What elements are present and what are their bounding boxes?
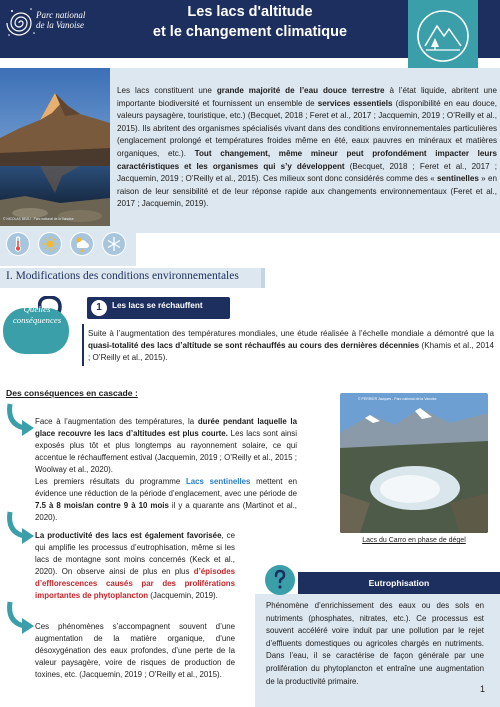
curved-arrow-icon [4, 402, 36, 438]
section-title: I. Modifications des conditions environnementales [6, 270, 239, 282]
cascade-bold: La productivité des lacs est également favorisée [35, 531, 222, 540]
eutro-title: Eutrophisation [368, 578, 430, 588]
question-line1: Quelles [23, 304, 51, 314]
curved-arrow-icon [4, 600, 36, 636]
spiral-logo-icon [4, 3, 38, 43]
question-bubble-label [4, 304, 70, 326]
title-line2: et le changement climatique [152, 24, 348, 40]
park-name [36, 10, 116, 30]
cascade-item-3: Ces phénomènes s’accompagnent souvent d’une augmentation de la matière organique, d’une désoxygénation des eaux profondes, d’une perte de la valeur paysagère, voire de risques de production de toxines, etc. (Jacquemin, 2019 ; O’Reilly et al., 2015). [35, 622, 235, 679]
question-line2: conséquences [12, 315, 62, 325]
intro-bold-part: Tout changement, même mineur peut profondément impacter leurs caractéristiques et les organismes qui s’y développent [117, 148, 497, 171]
sun-icon [38, 232, 62, 256]
cascade-text: mettent en évidence une réduction de la période d’englacement, avec une période de [35, 477, 297, 498]
lake-caption: Lacs du Carro en phase de dégel [362, 537, 466, 544]
curved-arrow-icon [4, 510, 36, 546]
s1-text-part: (Khamis et al., 2014 ; O’Reilly et al., 2015). [88, 341, 494, 363]
cascade-bold: durée pendant laquelle la glace recouvre les lacs d’altitudes est plus courte. [35, 417, 297, 438]
intro-bold-part: grande majorité de l’eau douce terrestre [216, 86, 385, 95]
cascade-text: (Jacquemin, 2019). [148, 591, 218, 600]
question-mark-icon [264, 564, 296, 596]
mountain-lake-photo [0, 68, 110, 226]
cascade-item-2 [35, 530, 235, 602]
cascade-bold: 7.5 à 8 mois/an contre 9 à 10 mois [35, 501, 169, 510]
s1-text-part: Suite à l’augmentation des températures mondiales, une étude réalisée à l’échelle mondiale a démontré que la [88, 329, 494, 338]
s1-text [82, 328, 494, 365]
cascade-text: Les lacs sont ainsi exposés plus tôt et plus longtemps au rayonnement solaire, ce qui accentue le réchauffement estival (Jacquemin, 2019 ; O’Reilly et al., 2015 ; Woolway et al., 2020). [35, 429, 297, 474]
park-name-line1: Parc national [36, 10, 86, 20]
intro-text-part: Les lacs constituent une [117, 86, 217, 95]
intro-bold-part: services essentiels [317, 98, 393, 108]
cascade-text: Les premiers résultats du programme [35, 477, 186, 486]
s1-number-badge: 1 [91, 300, 107, 316]
title-line1: Les lacs d'altitude [187, 4, 313, 20]
s1-title: Les lacs se réchauffent [112, 301, 203, 310]
cascade-heading: Des conséquences en cascade : [6, 388, 138, 398]
intro-text-part: (Becquet, 2018 ; Feret et al., 2017 ; Jacquemin, 2019 ; O’Reilly et al., 2015). Ces milieux sont donc considérés comme des « [117, 161, 497, 184]
eutro-definition: Phénomène d’enrichissement des eaux ou des sols en nutriments (phosphates, nitrates, etc.). Ce processus est souvent accéléré voire induit par une pollution par le rejet d’effluents domestiques ou agricoles chargés en nutriments. Dans l’eau, il se caractérise de façon générale par une prolifération du phytoplancton et entraîne une augmentation de la productivité primaire. [266, 601, 484, 686]
intro-text [117, 85, 497, 211]
storm-cloud-icon [70, 232, 94, 256]
cascade-text: Face à l’augmentation des températures, la [35, 417, 198, 426]
photo-credit: © NICOLAS BEAU - Parc national de la Vanoise [3, 217, 74, 221]
park-name-line2: de la Vanoise [36, 20, 84, 30]
snowflake-icon [102, 232, 126, 256]
page-number: 1 [480, 684, 486, 694]
intro-text-part: à l’état liquide, abritent une importante biodiversité et fournissent un ensemble de [117, 86, 497, 108]
intro-text-part: » en raison de leur sensibilité et de leur réponse rapide aux changements environnementaux (Feret et al., 2017 ; Jacquemin, 2019). [117, 174, 497, 209]
intro-bold-part: sentinelles [437, 174, 479, 184]
lake-photo [340, 393, 488, 533]
cascade-text: , ce qui amplifie les processus d’eutrophisation, même si les lacs de montagne sont moins concernés (Keck et al., 2020). On observe ainsi de plus en plus [35, 531, 236, 576]
lacs-sentinelles-link[interactable]: Lacs sentinelles [185, 477, 251, 486]
cascade-highlight: d’épisodes d’efflorescences causés par des proliférations importantes de phytoplancton [35, 567, 235, 600]
thermometer-icon [6, 232, 30, 256]
s1-bold-part: quasi-totalité des lacs d’altitude se sont réchauffés au cours des dernières décennies [88, 341, 420, 351]
cascade-text: il y a quarante ans (Martinot et al., 2020). [35, 501, 297, 522]
intro-text-part: (disponibilité en eau douce, valeurs paysagère, touristique, etc.) (Becquet, 2018 ; Feret et al., 2017 ; Jacquemin, 2019 ; O’Reilly et al., 2015). Ils abritent des organismes spécialisés vivant dans des conditions environnementales particulières (englacement prolongé et températures froides même en été, eaux pauvres en minéraux et matières organiques, etc.). [117, 98, 497, 158]
lake-photo-credit: © PERRIER Jacques - Parc national de la Vanoise [358, 397, 437, 401]
page-title [120, 2, 380, 42]
cascade-item-1 [35, 416, 297, 524]
